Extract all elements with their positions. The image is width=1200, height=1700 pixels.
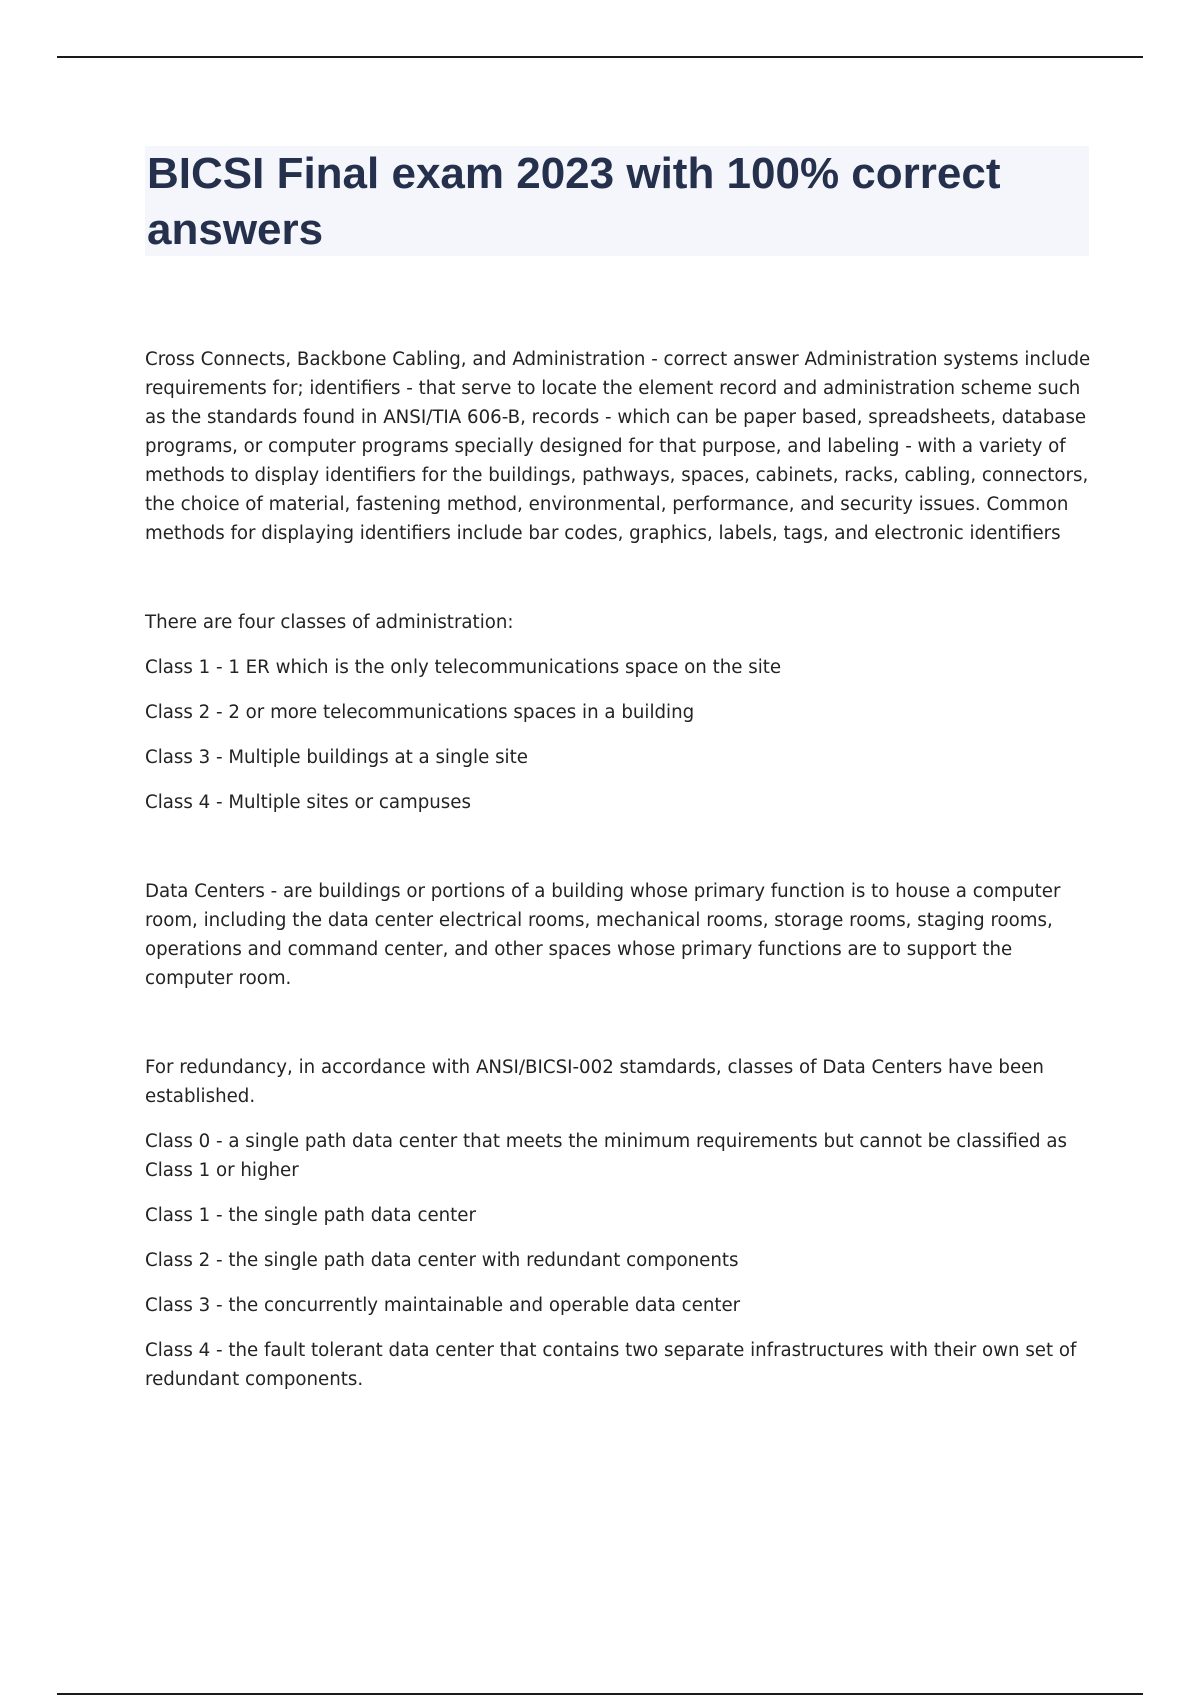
- paragraph-cross-connects: Cross Connects, Backbone Cabling, and Administration - correct answer Administration systems include requirements for; identifiers - that serve to locate the element record and administration scheme such as the standards found in ANSI/TIA 606-B, records - which can be paper based, spreadsheets, database programs, or computer programs specially designed for that purpose, and labeling - with a variety of methods to display identifiers for the buildings, pathways, spaces, cabinets, racks, cabling, connectors, the choice of material, fastening method, environmental, performance, and security issues. Common methods for displaying identifiers include bar codes, graphics, labels, tags, and electronic identifiers: [145, 349, 1091, 544]
- list-item-dc-class-1: Class 1 - the single path data center: [145, 1205, 476, 1226]
- paragraph-administration-classes: There are four classes of administration:: [145, 612, 514, 633]
- list-item-dc-class-0: Class 0 - a single path data center that meets the minimum requirements but cannot be classified as Class 1 or higher: [145, 1131, 1067, 1181]
- list-item-admin-class-1: Class 1 - 1 ER which is the only telecommunications space on the site: [145, 657, 782, 678]
- title-block: [145, 146, 1089, 256]
- list-item-admin-class-2: Class 2 - 2 or more telecommunications spaces in a building: [145, 702, 695, 723]
- document-title: BICSI Final exam 2023 with 100% correct answers: [147, 149, 1001, 254]
- list-item-dc-class-3: Class 3 - the concurrently maintainable and operable data center: [145, 1295, 741, 1316]
- list-item-admin-class-4: Class 4 - Multiple sites or campuses: [145, 792, 471, 813]
- header-rule: [57, 56, 1143, 58]
- list-item-admin-class-3: Class 3 - Multiple buildings at a single site: [145, 747, 528, 768]
- list-item-dc-class-4: Class 4 - the fault tolerant data center that contains two separate infrastructures with their own set of redundant components.: [145, 1340, 1077, 1390]
- paragraph-data-centers: Data Centers - are buildings or portions of a building whose primary function is to house a computer room, including the data center electrical rooms, mechanical rooms, storage rooms, staging rooms, operations and command center, and other spaces whose primary functions are to support the computer room.: [145, 881, 1061, 989]
- list-item-dc-class-2: Class 2 - the single path data center with redundant components: [145, 1250, 739, 1271]
- footer-rule: [57, 1693, 1143, 1695]
- paragraph-redundancy: For redundancy, in accordance with ANSI/BICSI-002 stamdards, classes of Data Centers have been established.: [145, 1057, 1044, 1107]
- document-body: [145, 345, 1095, 1394]
